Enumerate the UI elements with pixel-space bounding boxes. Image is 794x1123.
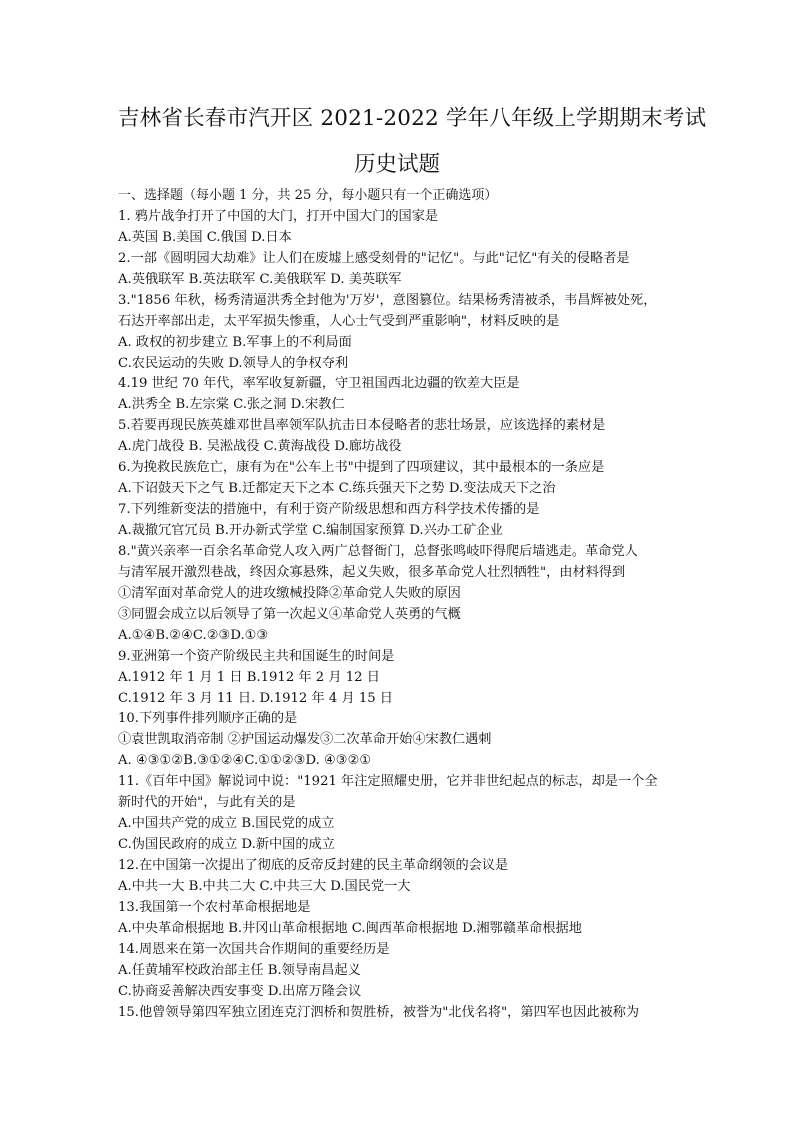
text-line: A.1912 年 1 月 1 日 B.1912 年 2 月 12 日	[118, 669, 380, 685]
text-line: A.中共一大 B.中共二大 C.中共三大 D.国民党一大	[118, 878, 411, 894]
text-line: A.中国共产党的成立 B.国民党的成立	[118, 816, 335, 832]
question-body	[118, 186, 676, 1024]
text-line: 4.19 世纪 70 年代，率军收复新疆，守卫祖国西北边疆的钦差大臣是	[118, 376, 520, 392]
text-line: 11.《百年中国》解说词中说："1921 年注定照耀史册，它并非世纪起点的标志，却是一个全	[118, 774, 658, 790]
text-line: 10.下列事件排列顺序正确的是	[118, 711, 298, 727]
text-line: 12.在中国第一次提出了彻底的反帝反封建的民主革命纲领的会议是	[118, 858, 509, 873]
text-line: A.下诏鼓天下之气 B.迁都定天下之本 C.练兵强天下之势 D.变法成天下之治	[118, 481, 556, 497]
text-line: 14.周恩来在第一次国共合作期间的重要经历是	[118, 941, 390, 957]
text-line: C.伪国民政府的成立 D.新中国的成立	[118, 837, 335, 853]
text-line: A.裁撤冗官冗员 B.开办新式学堂 C.编制国家预算 D.兴办工矿企业	[118, 523, 503, 538]
text-line: A.虎门战役 B. 吴淞战役 C.黄海战役 D.廊坊战役	[118, 439, 402, 455]
text-line: A.任黄埔军校政治部主任 B.领导南昌起义	[118, 962, 361, 978]
text-line: C.农民运动的失败 D.领导人的争权夺利	[118, 355, 349, 371]
text-line: 15.他曾领导第四军独立团连克汀泗桥和贺胜桥，被誉为"北伐名将"，第四军也因此被称为	[118, 1004, 640, 1020]
text-line: C.1912 年 3 月 11 日. D.1912 年 4 月 15 日	[118, 690, 393, 706]
text-line: 7.下列维新变法的措施中，有利于资产阶级思想和西方科学技术传播的是	[118, 502, 540, 518]
text-line: 1. 鸦片战争打开了中国的大门，打开中国大门的国家是	[118, 208, 439, 224]
text-line: ①清军面对革命党人的进攻缴械投降②革命党人失败的原因	[118, 585, 461, 601]
text-line: A. ④③①②B.③①②④C.①①②③D. ④③②①	[118, 753, 372, 769]
text-line: 石达开率部出走，太平军损失惨重，人心士气受到严重影响"，材料反映的是	[118, 313, 560, 329]
text-line: 6.为挽救民族危亡，康有为在"公车上书"中提到了四项建议，其中最根本的一条应是	[118, 460, 605, 476]
text-line: C.协商妥善解决西安事变 D.出席万隆会议	[118, 983, 362, 999]
section-heading: 一、选择题（每小题 1 分，共 25 分，每小题只有一个正确选项）	[118, 188, 498, 203]
text-line: 5.若要再现民族英雄邓世昌率领军队抗击日本侵略者的悲壮场景，应该选择的素材是	[118, 418, 606, 434]
text-line: ③同盟会成立以后领导了第一次起义④革命党人英勇的气概	[118, 606, 461, 622]
document-subtitle: 历史试题	[353, 152, 440, 177]
text-line: 与清军展开激烈巷战，终因众寡悬殊，起义失败，很多革命党人壮烈牺牲"，由材料得到	[118, 564, 626, 580]
text-line: 2.一部《圆明园大劫难》让人们在废墟上感受刻骨的"记忆"。与此"记忆"有关的侵略者是	[118, 250, 630, 266]
text-line: A. 政权的初步建立 B.军事上的不利局面	[118, 334, 352, 350]
text-line: 9.亚洲第一个资产阶级民主共和国诞生的时间是	[118, 648, 395, 664]
text-line: ①袁世凯取消帝制 ②护国运动爆发③二次革命开始④宋教仁遇刺	[118, 732, 492, 748]
document-title: 吉林省长春市汽开区 2021-2022 学年八年级上学期期末考试	[118, 106, 707, 131]
text-line: A.①④B.②④C.②③D.①③	[118, 627, 269, 643]
text-line: 新时代的开始"，与此有关的是	[118, 795, 296, 811]
text-line: 8."黄兴亲率一百余名革命党人攻入两广总督衙门，总督张鸣岐吓得爬后墙逃走。革命党人	[118, 543, 638, 559]
text-line: A.洪秀全 B.左宗棠 C.张之洞 D.宋教仁	[118, 397, 345, 413]
text-line: 13.我国第一个农村革命根据地是	[118, 899, 311, 915]
text-line: 3."1856 年秋，杨秀清逼洪秀全封他为'万岁'，意图篡位。结果杨秀清被杀，韦昌辉被处死，	[118, 292, 657, 308]
text-line: A.中央革命根据地 B.井冈山革命根据地 C.闽西革命根据地 D.湘鄂赣革命根据地	[118, 920, 582, 936]
text-line: A.英俄联军 B.英法联军 C.美俄联军 D. 美英联军	[118, 271, 402, 287]
text-line: A.英国 B.美国 C.俄国 D.日本	[118, 229, 292, 245]
